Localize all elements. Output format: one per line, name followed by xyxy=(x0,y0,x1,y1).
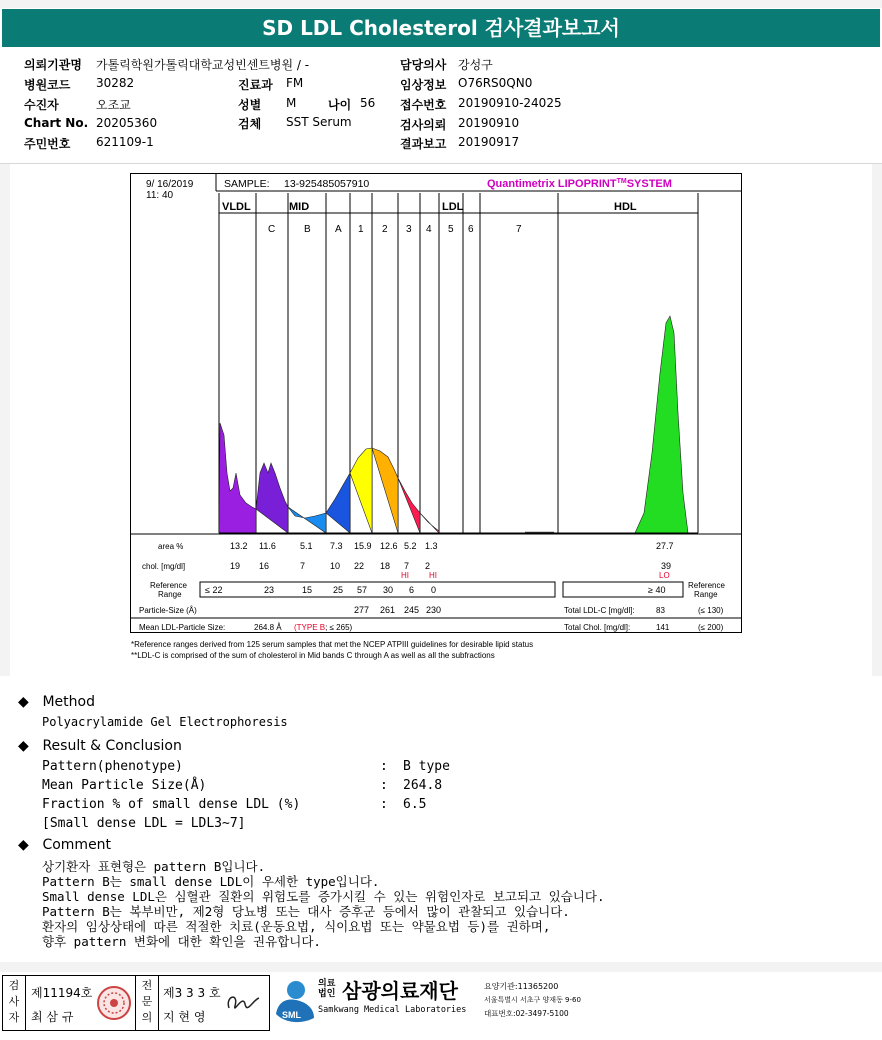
area-value: 1.3 xyxy=(425,541,438,551)
footer-strip xyxy=(0,962,882,972)
band-label: A xyxy=(335,224,342,235)
margin-right xyxy=(872,164,882,676)
tester-label-cell xyxy=(3,976,26,1030)
request-label: 검사의뢰 xyxy=(400,118,447,132)
sex-label: 성별 xyxy=(238,98,262,112)
mean-label: Mean LDL-Particle Size: xyxy=(139,623,226,632)
specialist-no: 제3 3 3 호 xyxy=(163,986,221,1000)
comment-line-4: Pattern B는 복부비만, 제2형 당뇨병 또는 대사 증후군 등에서 많이 관찰되고 있습니다. xyxy=(42,904,570,919)
hdl-area: 27.7 xyxy=(656,541,674,551)
particle-value: 277 xyxy=(354,605,370,615)
diamond-icon: ◆ xyxy=(18,694,29,710)
area-value: 11.6 xyxy=(259,541,276,551)
band-label: 7 xyxy=(516,224,522,235)
particle-value: 230 xyxy=(426,605,442,615)
total-ldl-ref: (≤ 130) xyxy=(698,606,724,615)
receipt-label: 접수번호 xyxy=(400,98,447,112)
result-colon-2: : xyxy=(380,778,388,793)
band-label: C xyxy=(268,224,276,235)
area-value: 12.6 xyxy=(380,541,398,551)
diamond-icon: ◆ xyxy=(18,837,29,853)
hdl-ref: ≥ 40 xyxy=(648,585,666,595)
chol-value: 7 xyxy=(404,561,410,571)
particle-value: 261 xyxy=(380,605,396,615)
area-label: area % xyxy=(158,542,184,551)
care-no: 요양기관:11365200 xyxy=(484,982,559,991)
specimen-label: 검체 xyxy=(238,117,262,131)
comment-line-5: 환자의 임상상태에 따른 적절한 치료(운동요법, 식이요법 또는 약물요법 등)를 권하며, xyxy=(42,919,551,934)
address: 서울특별시 서초구 양재동 9-60 xyxy=(484,996,581,1004)
phone: 대표번호:02-3497-5100 xyxy=(484,1009,569,1018)
chol-value: 2 xyxy=(425,561,431,571)
seal-icon xyxy=(95,984,133,1022)
department-label: 진료과 xyxy=(238,78,273,92)
institution-value: 가톨릭학원가톨릭대학교성빈센트병원 / - xyxy=(96,58,310,72)
report-title: SD LDL Cholesterol 검사결과보고서 xyxy=(2,9,880,47)
chol-value: 10 xyxy=(330,561,341,571)
patient-label: 수진자 xyxy=(24,98,59,112)
age-label: 나이 xyxy=(328,98,352,112)
ref-value: 57 xyxy=(357,585,368,595)
ref-value: 25 xyxy=(333,585,344,595)
total-chol-value: 141 xyxy=(656,623,670,632)
clinical-label: 임상정보 xyxy=(400,78,447,92)
particle-label: Particle-Size (Å) xyxy=(139,606,197,615)
chol-value: 19 xyxy=(230,561,241,571)
comment-line-1: 상기환자 표현형은 pattern B입니다. xyxy=(42,859,266,874)
band-label: B xyxy=(304,224,311,235)
ref-right-label: Reference xyxy=(688,581,725,590)
chol-value: 18 xyxy=(380,561,391,571)
report-frame xyxy=(131,174,742,633)
report-date-label: 결과보고 xyxy=(400,137,447,151)
sml-logo-icon xyxy=(272,976,318,1026)
chol-value: 22 xyxy=(354,561,365,571)
total-chol-label: Total Chol. [mg/dl]: xyxy=(564,623,631,632)
org-prefix: 의료 법인 xyxy=(318,979,336,999)
ref-label-2: Range xyxy=(158,590,182,599)
top-strip xyxy=(0,0,882,8)
ref-value: 15 xyxy=(302,585,313,595)
band-label: 4 xyxy=(426,224,432,235)
area-value: 7.3 xyxy=(330,541,343,551)
hi-flag-2: HI xyxy=(429,571,437,580)
request-value: 20190910 xyxy=(458,116,520,130)
result-colon-1: : xyxy=(380,759,388,774)
footnote-1: *Reference ranges derived from 125 serum samples that met the NCEP ATPIII guidelines for desirable lipid status xyxy=(131,640,534,649)
sample-id: 13-925485057910 xyxy=(284,178,370,190)
report-time: 11: 40 xyxy=(146,190,174,201)
tester-label: 검사자 xyxy=(8,979,20,1024)
total-chol-ref: (≤ 200) xyxy=(698,623,724,632)
group-vldl: VLDL xyxy=(222,201,251,213)
area-value: 13.2 xyxy=(230,541,248,551)
report-date: 9/ 16/2019 xyxy=(146,179,194,190)
specimen-value: SST Serum xyxy=(286,115,352,129)
band-label: 6 xyxy=(468,224,474,235)
org-name: 삼광의료재단 xyxy=(342,979,458,1003)
margin-left xyxy=(0,164,10,676)
result-value-1: B type xyxy=(403,759,450,774)
institution-label: 의뢰기관명 xyxy=(24,58,82,72)
chol-value: 7 xyxy=(300,561,306,571)
hospital-code-label: 병원코드 xyxy=(24,78,71,92)
patient-name: 오조교 xyxy=(96,98,131,112)
hdl-chol: 39 xyxy=(661,561,672,571)
result-value-3: 6.5 xyxy=(403,797,427,812)
specialist-name: 지 현 영 xyxy=(163,1010,206,1024)
hi-flag-1: HI xyxy=(401,571,409,580)
comment-line-2: Pattern B는 small dense LDL이 우세한 type입니다. xyxy=(42,874,380,889)
lo-flag: LO xyxy=(659,571,670,580)
group-mid: MID xyxy=(289,201,310,213)
area-value: 5.2 xyxy=(404,541,417,551)
ref-value: 6 xyxy=(409,585,415,595)
specialist-label: 전문의 xyxy=(141,979,153,1024)
mean-value: 264.8 Å xyxy=(254,623,282,632)
divider xyxy=(0,163,882,164)
band-label: 2 xyxy=(382,224,388,235)
ref-value: ≤ 22 xyxy=(205,585,223,595)
clinical-value: O76RS0QN0 xyxy=(458,76,533,90)
ref-right-label-2: Range xyxy=(694,590,718,599)
age-value: 56 xyxy=(360,96,376,110)
result-note: [Small dense LDL = LDL3~7] xyxy=(42,816,246,831)
id-value: 621109-1 xyxy=(96,135,154,149)
result-value-2: 264.8 xyxy=(403,778,443,793)
result-heading: ◆ Result & Conclusion xyxy=(18,738,182,754)
ref-value: 30 xyxy=(383,585,394,595)
area-values xyxy=(230,541,438,551)
sml-logo-text: SML xyxy=(282,1010,301,1020)
band-label: 5 xyxy=(448,224,454,235)
signature-icon xyxy=(223,986,263,1020)
band-label: 1 xyxy=(358,224,364,235)
method-heading: ◆ Method xyxy=(18,694,95,710)
footnote-2: **LDL-C is comprised of the sum of cholesterol in Mid bands C through A as well as all the subfractions xyxy=(131,651,495,660)
method-text: Polyacrylamide Gel Electrophoresis xyxy=(42,715,288,729)
diamond-icon: ◆ xyxy=(18,738,29,754)
result-label-3: Fraction % of small dense LDL (%) xyxy=(42,797,301,812)
total-ldl-label: Total LDL-C [mg/dl]: xyxy=(564,606,635,615)
receipt-value: 20190910-24025 xyxy=(458,96,562,110)
doctor-label: 담당의사 xyxy=(400,58,447,72)
department-value: FM xyxy=(286,76,304,90)
band-label: 3 xyxy=(406,224,412,235)
ref-value: 23 xyxy=(264,585,275,595)
group-hdl: HDL xyxy=(614,201,637,213)
chol-value: 16 xyxy=(259,561,270,571)
org-english: Samkwang Medical Laboratories xyxy=(318,1005,467,1015)
sample-label: SAMPLE: xyxy=(224,178,270,190)
chart-value: 20205360 xyxy=(96,116,158,130)
hospital-code-value: 30282 xyxy=(96,76,135,90)
signature-box xyxy=(2,975,270,1031)
particle-value: 245 xyxy=(404,605,420,615)
id-label: 주민번호 xyxy=(24,137,71,151)
brand-name: Quantimetrix LIPOPRINT™SYSTEM xyxy=(487,178,672,190)
doctor-value: 강성구 xyxy=(458,58,493,72)
result-label-2: Mean Particle Size(Å) xyxy=(42,778,207,793)
specialist-label-cell xyxy=(135,976,159,1030)
chart-label: Chart No. xyxy=(24,116,89,130)
total-ldl-value: 83 xyxy=(656,606,665,615)
type-label: (TYPE B; ≤ 265) xyxy=(294,623,353,632)
result-label-1: Pattern(phenotype) xyxy=(42,759,183,774)
lipoprint-report xyxy=(130,173,742,663)
ref-value: 0 xyxy=(431,585,437,595)
tester-name: 최 삼 규 xyxy=(31,1010,74,1024)
result-colon-3: : xyxy=(380,797,388,812)
area-value: 15.9 xyxy=(354,541,372,551)
report-date-value: 20190917 xyxy=(458,135,520,149)
tester-no: 제11194호 xyxy=(31,986,93,1000)
chol-label: chol. [mg/dl] xyxy=(142,562,186,571)
area-value: 5.1 xyxy=(300,541,313,551)
comment-line-6: 향후 pattern 변화에 대한 확인을 권유합니다. xyxy=(42,934,321,949)
group-ldl: LDL xyxy=(442,201,464,213)
sex-value: M xyxy=(286,96,297,110)
comment-heading: ◆ Comment xyxy=(18,837,112,853)
ref-label: Reference xyxy=(150,581,187,590)
comment-line-3: Small dense LDL은 심혈관 질환의 위험도를 증가시킬 수 있는 위험인자로 보고되고 있습니다. xyxy=(42,889,605,904)
